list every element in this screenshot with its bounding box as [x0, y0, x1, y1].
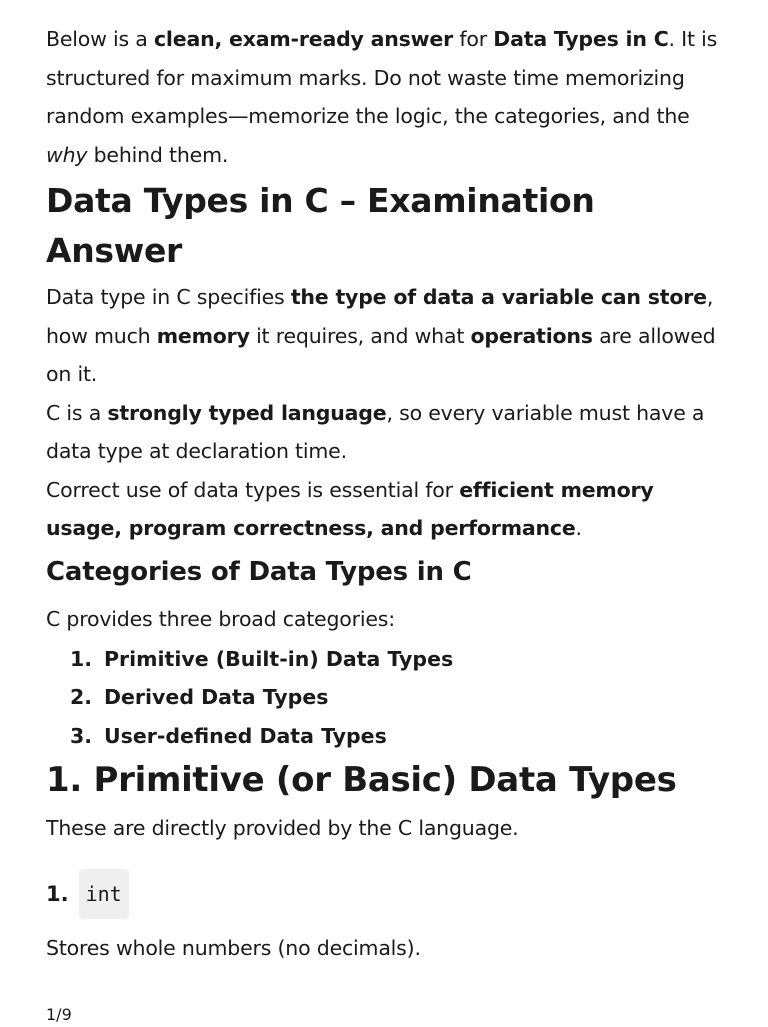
document-body [46, 20, 726, 968]
categories-heading: Categories of Data Types in C [46, 556, 472, 587]
list-item [46, 640, 726, 678]
list-item [46, 717, 726, 755]
definition-paragraph-1: Data type in C specifies the type of data a variable can store, how much memory it requires, and what operations are allowed on it. [46, 285, 716, 386]
list-item-label: Primitive (Built-in) Data Types [104, 647, 454, 671]
intro-paragraph: Below is a clean, exam-ready answer for Data Types in C. It is structured for maximum marks. Do not waste time memorizing random examples—memorize the logic, the categories, and the why behind them. [46, 27, 718, 167]
section-title-primitive: 1. Primitive (or Basic) Data Types [46, 759, 677, 800]
primitive-lead: These are directly provided by the C language. [46, 815, 519, 840]
categories-lead: C provides three broad categories: [46, 606, 395, 631]
definition-paragraph-3: Correct use of data types is essential for efficient memory usage, program correctness, and performance. [46, 477, 654, 540]
list-item-label: User-defined Data Types [104, 723, 387, 748]
main-title: Data Types in C – Examination Answer [46, 181, 595, 270]
subsection-number: 1. [46, 882, 69, 907]
subsection-heading-int [46, 869, 726, 919]
list-number: 2. [69, 685, 92, 710]
intro-italic: why [46, 142, 88, 167]
list-number: 3. [69, 723, 92, 748]
list-number: 1. [69, 647, 92, 671]
intro-bold-1: clean, exam-ready answer [153, 27, 454, 51]
intro-bold-2: Data Types in C [493, 27, 669, 51]
list-item [46, 678, 726, 716]
int-description: Stores whole numbers (no decimals). [46, 936, 421, 961]
list-item-label: Derived Data Types [104, 685, 329, 710]
categories-list [46, 640, 726, 755]
page-indicator: 1/9 [46, 1005, 72, 1024]
inline-code: int [79, 869, 129, 919]
definition-paragraph-2: C is a strongly typed language, so every variable must have a data type at declaration time. [46, 400, 705, 463]
